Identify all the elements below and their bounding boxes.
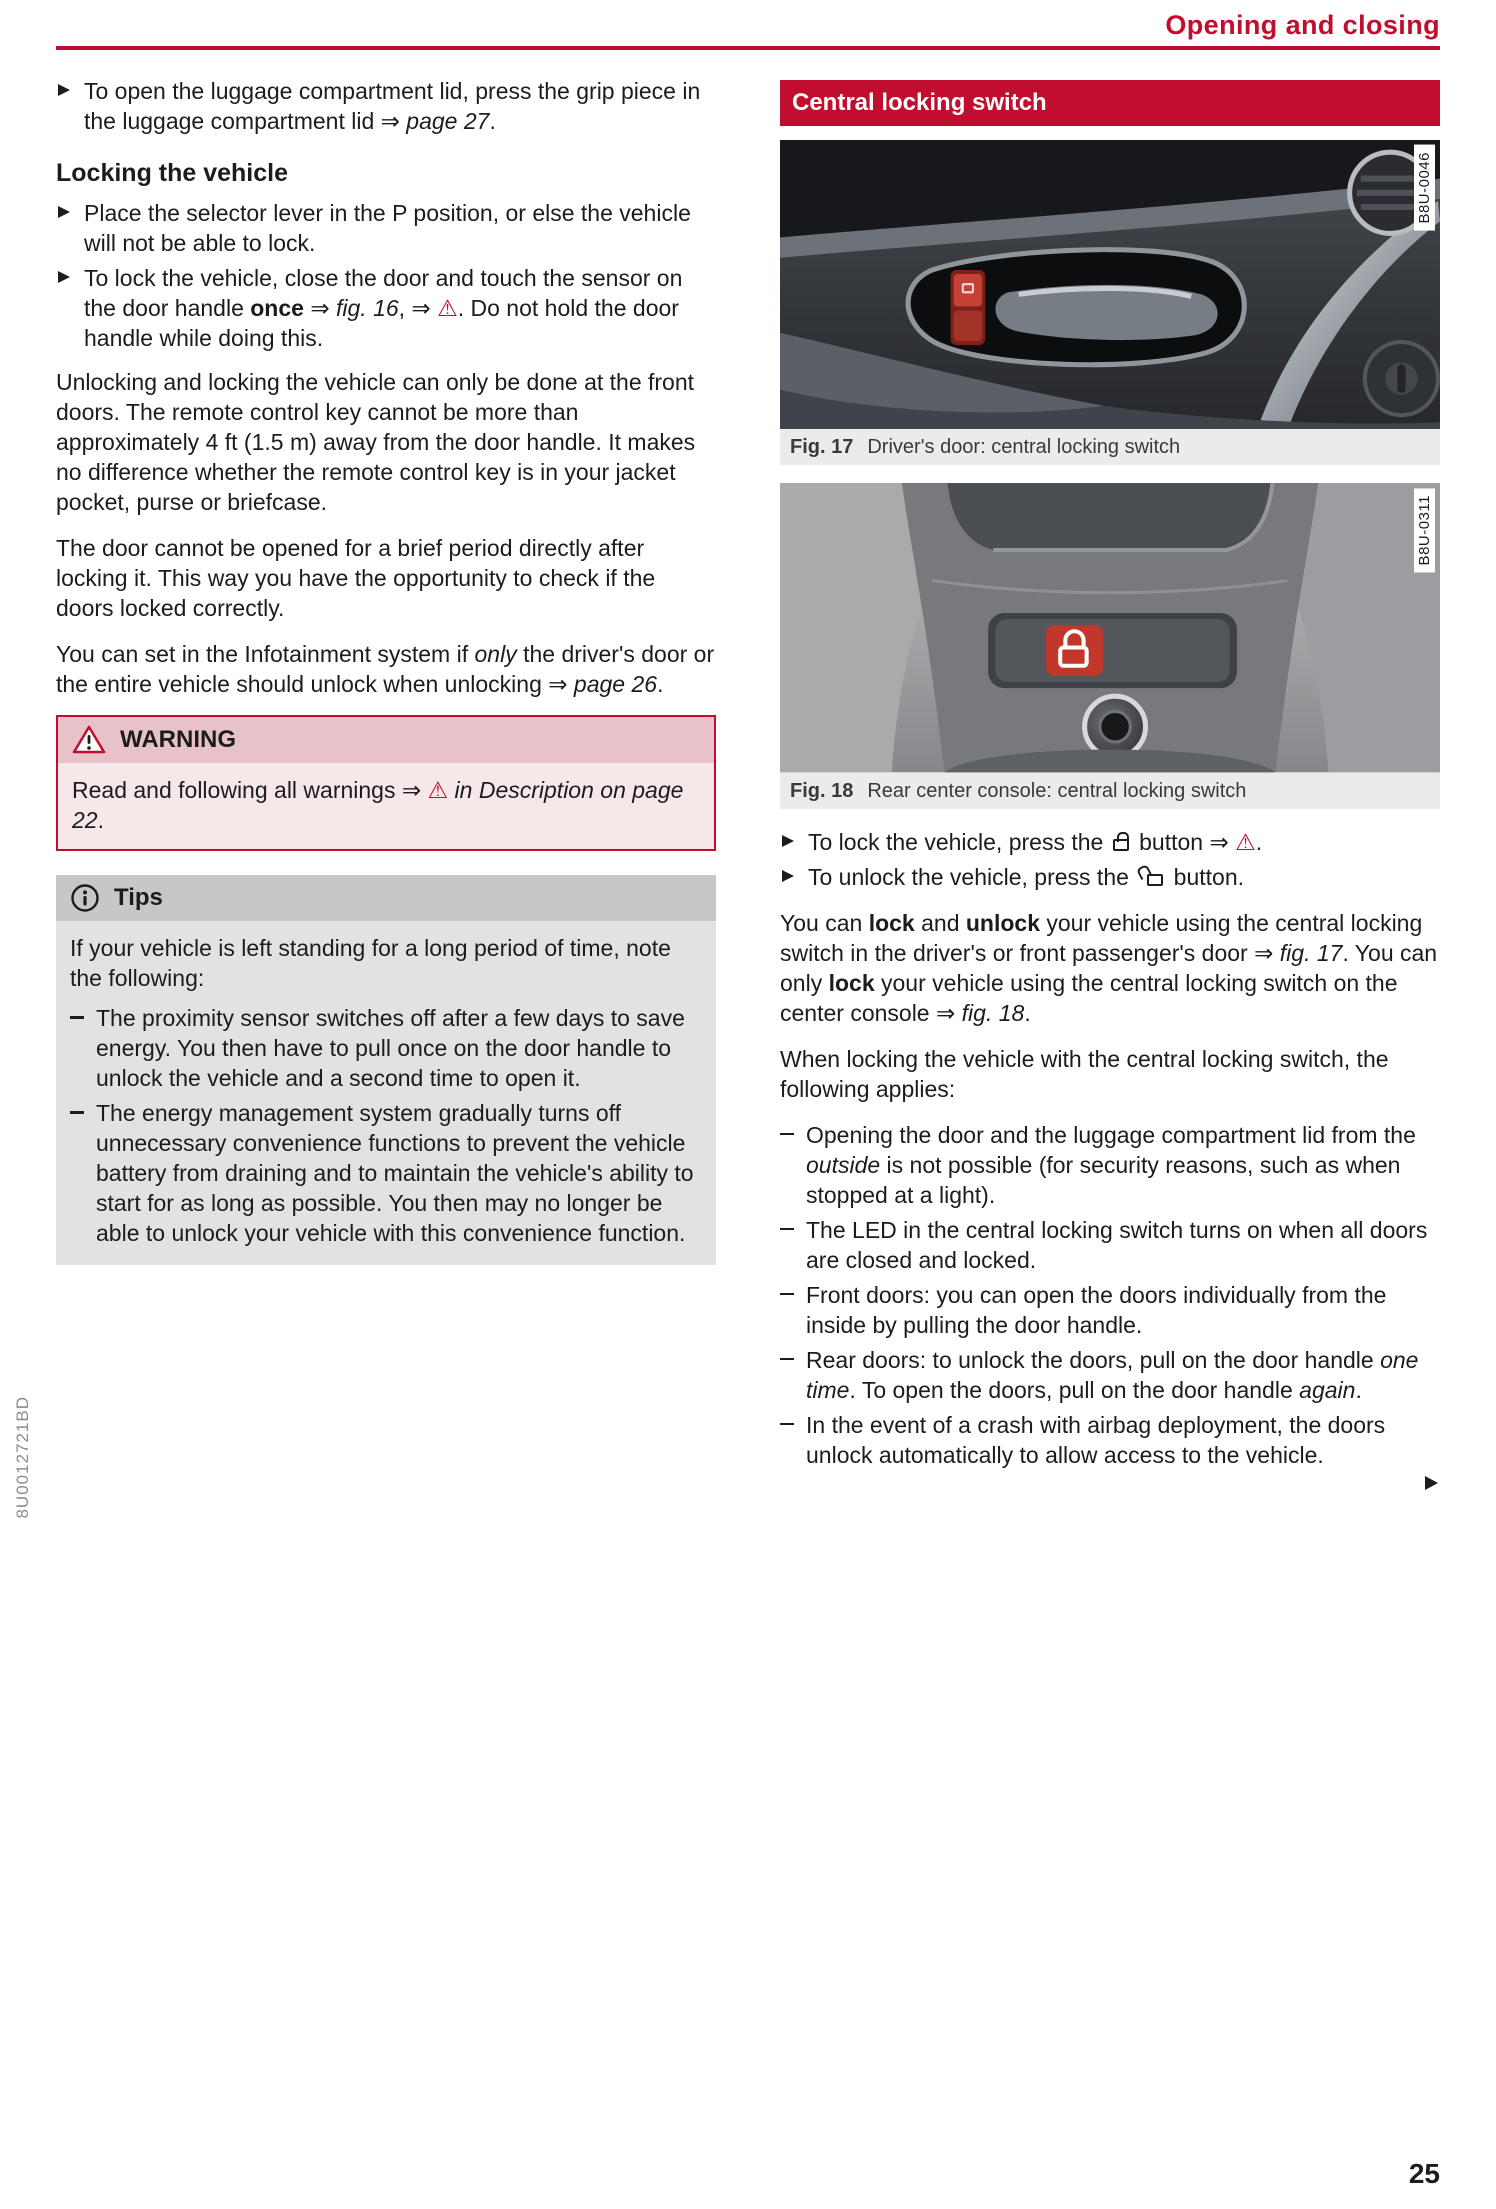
list-item: [780, 1120, 1440, 1210]
image-code-label: B8U-0046: [1414, 145, 1435, 231]
dash-marker: [780, 1358, 794, 1361]
list-item: [780, 827, 1440, 857]
bullet-triangle-icon: [782, 835, 794, 847]
text-segment: Rear doors: to unlock the doors, pull on the door handle: [806, 1346, 1381, 1373]
content-columns: [0, 50, 1496, 1490]
text-segment: .: [97, 807, 104, 833]
lock-open-icon: [1147, 874, 1163, 886]
text-segment: the driver's door or the entire vehicle should unlock when unlocking ⇒: [56, 641, 715, 697]
text-segment: .: [1024, 999, 1031, 1026]
text-segment: .: [489, 108, 496, 134]
dash-marker: [70, 1111, 84, 1114]
text-segment: To unlock the vehicle, press the: [808, 863, 1136, 890]
bullet-triangle-icon: [58, 206, 70, 218]
figure-caption: Driver's door: central locking switch: [867, 436, 1181, 459]
text-segment: When locking the vehicle with the central locking switch, the following applies:: [780, 1045, 1389, 1102]
tips-box-header: [56, 875, 716, 921]
left-column: [56, 76, 716, 1490]
figure-label: Fig. 17: [790, 436, 854, 459]
figure-18-photo: [780, 483, 1440, 772]
list-item: [780, 1345, 1440, 1405]
list-item-text: [96, 1100, 694, 1246]
list-item-text: [806, 1412, 1385, 1468]
paragraph: [56, 367, 716, 517]
text-segment: ⇒: [380, 108, 407, 134]
text-segment: You can: [780, 909, 869, 936]
text-segment: again: [1299, 1376, 1356, 1403]
text-segment: fig. 16: [336, 295, 399, 321]
list-item-text: [84, 265, 682, 351]
paragraph: [780, 908, 1440, 1028]
tips-title: Tips: [114, 884, 163, 911]
list-item-text: [808, 864, 1244, 890]
text-segment: outside: [806, 1151, 881, 1178]
text-segment: button ⇒: [1132, 828, 1236, 855]
dash-marker: [70, 1016, 84, 1019]
list-item: [70, 1003, 702, 1093]
dash-marker: [780, 1293, 794, 1296]
text-segment: Unlocking and locking the vehicle can only be done at the front doors. The remote control key cannot be more than approximately 4 ft (1.5 m) away from the door handle. It makes no difference whether the remote control key is in your jacket pocket, purse or briefcase.: [56, 369, 696, 515]
door-photo: [780, 140, 1440, 429]
text-segment: fig. 18: [961, 999, 1025, 1026]
document-code: 8U0012721BD: [13, 1396, 32, 1519]
subsection-heading: Locking the vehicle: [56, 159, 289, 187]
list-item: [780, 1410, 1440, 1470]
text-segment: . You can only: [780, 939, 1438, 996]
text-segment: The LED in the central locking switch turns on when all doors are closed and locked.: [806, 1216, 1428, 1273]
text-segment: button.: [1167, 863, 1245, 890]
figure-caption-bar: [780, 773, 1440, 809]
text-segment: ⚠: [427, 777, 449, 803]
console-photo: [780, 483, 1440, 772]
text-segment: one time: [806, 1346, 1419, 1403]
text-segment: in Description on page 22: [72, 777, 684, 833]
dash-marker: [780, 1133, 794, 1136]
figure-17-photo: [780, 140, 1440, 429]
text-segment: Opening the door and the luggage compartment lid from the: [806, 1121, 1416, 1148]
text-segment: . To open the doors, pull on the door handle: [849, 1376, 1300, 1403]
bullet-triangle-icon: [58, 271, 70, 283]
bullet-triangle-icon: [782, 870, 794, 882]
page-header: [0, 0, 1496, 50]
text-segment: To open the luggage compartment lid, press the grip piece in the luggage compartment lid: [84, 78, 701, 134]
list-item-text: [806, 1347, 1418, 1403]
list-item: [56, 198, 716, 258]
text-segment: and: [914, 909, 966, 936]
list-item: [780, 862, 1440, 892]
paragraph: [56, 639, 716, 699]
text-segment: ⇒: [303, 295, 336, 321]
bullet-triangle-icon: [58, 84, 70, 96]
dash-marker: [780, 1423, 794, 1426]
page-number: 25: [1408, 2158, 1440, 2189]
figure-label: Fig. 18: [790, 779, 854, 802]
tips-box: [56, 875, 716, 1265]
section-header-title: Opening and closing: [1165, 10, 1440, 40]
list-item-text: [84, 200, 691, 256]
list-item: [56, 263, 716, 353]
paragraph: [780, 1044, 1440, 1104]
text-segment: your vehicle using the central locking switch in the driver's or front passenger's door ⇒: [780, 909, 1423, 966]
list-item: [56, 76, 716, 136]
right-column: [780, 76, 1440, 1490]
text-segment: You can set in the Infotainment system if: [56, 641, 475, 667]
figure-caption-bar: [780, 429, 1440, 465]
paragraph: [56, 533, 716, 623]
text-segment: ⚠: [437, 295, 458, 321]
text-segment: once: [250, 295, 304, 321]
image-code-label: B8U-0311: [1414, 488, 1435, 572]
list-item: [780, 1280, 1440, 1340]
continuation-arrow-icon: [1425, 1476, 1438, 1490]
paragraph: [72, 775, 700, 835]
text-segment: To lock the vehicle, press the: [808, 828, 1110, 855]
text-segment: ⚠: [1235, 828, 1256, 855]
list-item-text: [806, 1282, 1386, 1338]
list-item-text: [808, 829, 1262, 855]
text-segment: . Do not hold the door handle while doing this.: [84, 295, 679, 351]
text-segment: your vehicle using the central locking switch on the center console ⇒: [780, 969, 1398, 1026]
text-segment: .: [1355, 1376, 1362, 1403]
text-segment: Front doors: you can open the doors individually from the inside by pulling the door handle.: [806, 1281, 1387, 1338]
warning-box-header: [58, 717, 714, 763]
warning-box-body: [58, 763, 714, 849]
text-segment: is not possible (for security reasons, such as when stopped at a light).: [806, 1151, 1401, 1208]
text-segment: , ⇒: [398, 295, 438, 321]
figure-18: [780, 483, 1440, 808]
warning-title: WARNING: [120, 726, 236, 753]
warning-triangle-icon: [72, 725, 106, 755]
section-title-bar: Central locking switch: [780, 80, 1440, 126]
lock-closed-icon: [1113, 839, 1129, 851]
text-segment: fig. 17: [1279, 939, 1343, 966]
text-segment: The energy management system gradually turns off unnecessary convenience functions to prevent the vehicle battery from draining and to maintain the vehicle's ability to start for as long as possible. You then may no longer be able to unlock your vehicle with this convenience function.: [96, 1100, 694, 1246]
dash-marker: [780, 1228, 794, 1231]
central-locking-button: [1046, 626, 1103, 677]
paragraph: [70, 933, 702, 993]
text-segment: To lock the vehicle, close the door and touch the sensor on the door handle: [84, 265, 683, 321]
list-item: [780, 1215, 1440, 1275]
warning-box: [56, 715, 716, 851]
list-item-text: [806, 1122, 1416, 1208]
figure-17: [780, 140, 1440, 465]
action-list: [780, 827, 1440, 892]
tips-box-body: [56, 921, 716, 1265]
text-segment: If your vehicle is left standing for a long period of time, note the following:: [70, 935, 671, 991]
text-segment: Read and following all warnings ⇒: [72, 777, 428, 803]
text-segment: In the event of a crash with airbag deployment, the doors unlock automatically to allow access to the vehicle.: [806, 1411, 1386, 1468]
central-locking-switch: [951, 270, 986, 345]
text-segment: unlock: [965, 909, 1040, 936]
figure-caption: Rear center console: central locking switch: [867, 779, 1247, 802]
text-segment: lock: [868, 909, 915, 936]
text-segment: .: [657, 671, 664, 697]
text-segment: only: [474, 641, 517, 667]
text-segment: lock: [828, 969, 875, 996]
text-segment: The proximity sensor switches off after a few days to save energy. You then have to pull once on the door handle to unlock the vehicle and a second time to open it.: [96, 1005, 685, 1091]
text-segment: .: [1255, 828, 1263, 855]
list-item: [70, 1098, 702, 1248]
list-item-text: [806, 1217, 1427, 1273]
text-segment: page 27: [406, 108, 490, 134]
text-segment: page 26: [573, 671, 658, 697]
list-item-text: [84, 78, 700, 134]
conditions-list: [780, 1120, 1440, 1470]
text-segment: Place the selector lever in the P position, or else the vehicle will not be able to lock.: [84, 200, 691, 256]
list-item-text: [96, 1005, 685, 1091]
info-circle-icon: [70, 883, 100, 913]
text-segment: The door cannot be opened for a brief period directly after locking it. This way you have the opportunity to check if the doors locked correctly.: [56, 535, 656, 621]
